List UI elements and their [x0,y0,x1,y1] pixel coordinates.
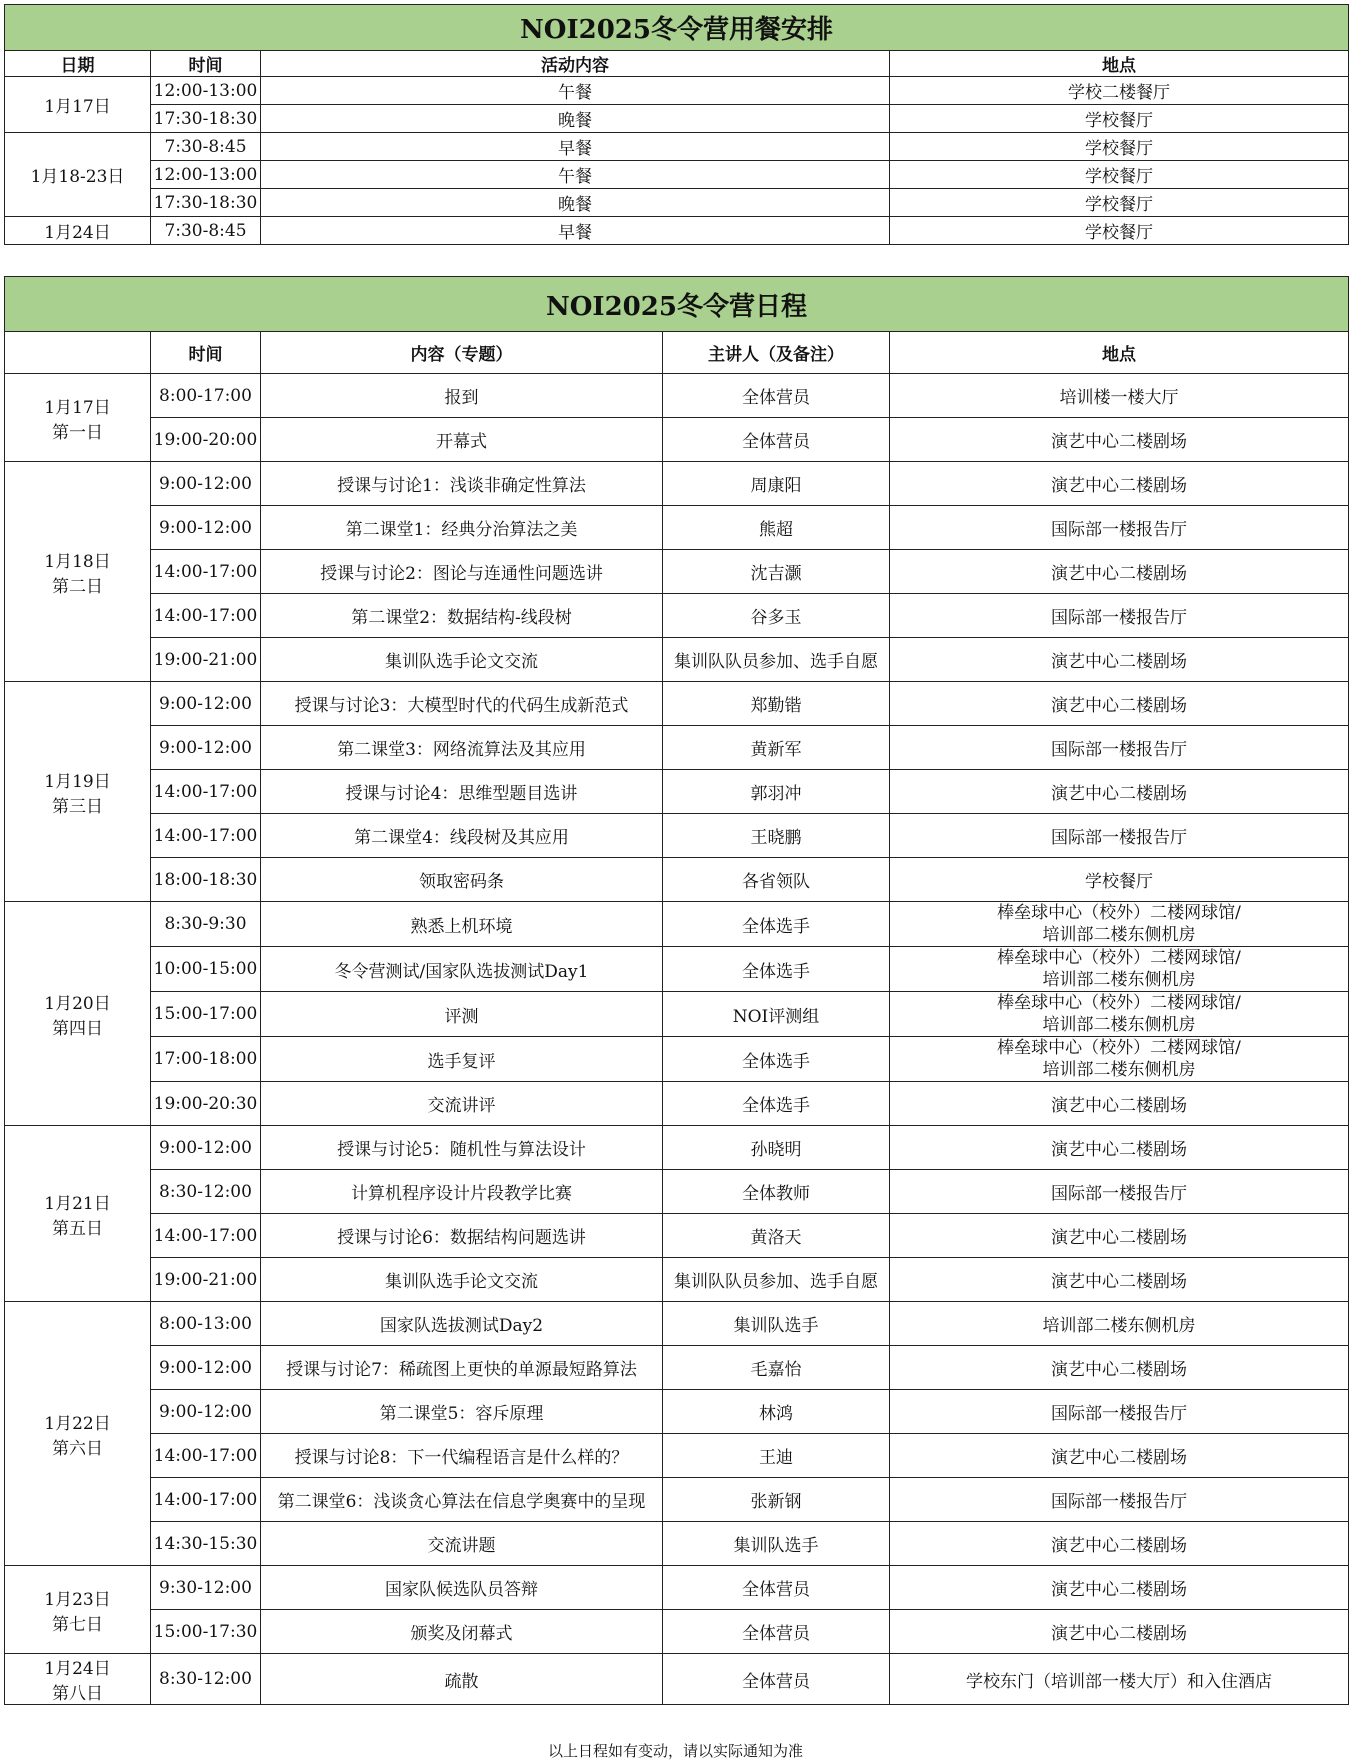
schedule-time: 9:00-12:00 [151,1390,261,1434]
schedule-header-date [5,332,151,374]
meal-content: 晚餐 [261,189,890,217]
schedule-day-label: 第三日 [52,796,103,817]
schedule-date-label: 1月17日 [44,397,111,418]
schedule-time: 17:00-18:00 [151,1037,261,1082]
schedule-speaker: 全体营员 [663,374,890,418]
meal-date: 1月24日 [5,217,151,245]
schedule-day-label: 第二日 [52,576,103,597]
schedule-header-speaker: 主讲人（及备注） [663,332,890,374]
table-row [5,594,1349,638]
schedule-speaker: 全体营员 [663,1610,890,1654]
meal-table [4,4,1349,245]
schedule-content: 集训队选手论文交流 [261,638,663,682]
schedule-place: 国际部一楼报告厅 [890,594,1349,638]
schedule-speaker: 全体营员 [663,418,890,462]
table-row [5,1126,1349,1170]
table-row [5,902,1349,947]
schedule-time: 9:00-12:00 [151,682,261,726]
schedule-place-line1: 棒垒球中心（校外）二楼网球馆/ [997,1038,1241,1058]
schedule-time: 8:30-12:00 [151,1170,261,1214]
schedule-header-content: 内容（专题） [261,332,663,374]
schedule-time: 14:00-17:00 [151,1478,261,1522]
schedule-speaker: 沈吉灏 [663,550,890,594]
meal-date: 1月18-23日 [5,133,151,217]
schedule-content: 颁奖及闭幕式 [261,1610,663,1654]
table-row [5,1346,1349,1390]
table-row [5,1478,1349,1522]
schedule-day-label: 第六日 [52,1438,103,1459]
schedule-speaker: 王迪 [663,1434,890,1478]
meal-time: 7:30-8:45 [151,133,261,161]
schedule-place: 演艺中心二楼剧场 [890,682,1349,726]
schedule-date [5,462,151,682]
schedule-time: 14:00-17:00 [151,770,261,814]
schedule-content: 国家队候选队员答辩 [261,1566,663,1610]
table-row [5,1434,1349,1478]
schedule-date-label: 1月20日 [44,993,111,1014]
schedule-time: 9:00-12:00 [151,1346,261,1390]
schedule-place: 演艺中心二楼剧场 [890,1434,1349,1478]
table-row [5,374,1349,418]
schedule-date [5,1126,151,1302]
schedule-time: 15:00-17:30 [151,1610,261,1654]
meal-time: 17:30-18:30 [151,189,261,217]
schedule-time: 14:00-17:00 [151,1434,261,1478]
table-row [5,161,1349,189]
schedule-time: 14:30-15:30 [151,1522,261,1566]
table-row [5,1390,1349,1434]
table-row [5,1654,1349,1705]
schedule-place: 培训楼一楼大厅 [890,374,1349,418]
schedule-place [890,902,1349,947]
schedule-time: 18:00-18:30 [151,858,261,902]
table-row [5,77,1349,105]
schedule-time: 10:00-15:00 [151,947,261,992]
schedule-place: 演艺中心二楼剧场 [890,1610,1349,1654]
schedule-place: 演艺中心二楼剧场 [890,550,1349,594]
schedule-speaker: 全体营员 [663,1566,890,1610]
schedule-time: 19:00-20:00 [151,418,261,462]
table-row [5,1302,1349,1346]
schedule-content: 开幕式 [261,418,663,462]
schedule-content: 第二课堂2：数据结构-线段树 [261,594,663,638]
table-row [5,105,1349,133]
schedule-place: 演艺中心二楼剧场 [890,1346,1349,1390]
schedule-time: 8:00-13:00 [151,1302,261,1346]
schedule-time: 9:00-12:00 [151,726,261,770]
schedule-place: 培训部二楼东侧机房 [890,1302,1349,1346]
schedule-content: 计算机程序设计片段教学比赛 [261,1170,663,1214]
schedule-place: 国际部一楼报告厅 [890,1170,1349,1214]
schedule-date [5,1302,151,1566]
schedule-place-line2: 培训部二楼东侧机房 [1042,1060,1196,1080]
schedule-speaker: 全体教师 [663,1170,890,1214]
schedule-place: 学校东门（培训部一楼大厅）和入住酒店 [890,1654,1349,1705]
schedule-place: 国际部一楼报告厅 [890,1478,1349,1522]
schedule-day-label: 第四日 [52,1018,103,1039]
schedule-content: 第二课堂1：经典分治算法之美 [261,506,663,550]
schedule-place-line2: 培训部二楼东侧机房 [1042,925,1196,945]
schedule-time: 8:30-12:00 [151,1654,261,1705]
meal-place: 学校餐厅 [890,217,1349,245]
schedule-place-line1: 棒垒球中心（校外）二楼网球馆/ [997,948,1241,968]
schedule-time: 19:00-20:30 [151,1082,261,1126]
table-row [5,1170,1349,1214]
schedule-place: 演艺中心二楼剧场 [890,1126,1349,1170]
table-row [5,1082,1349,1126]
schedule-date-label: 1月19日 [44,771,111,792]
meal-time: 7:30-8:45 [151,217,261,245]
table-row [5,858,1349,902]
schedule-speaker: 王晓鹏 [663,814,890,858]
schedule-content: 疏散 [261,1654,663,1705]
meal-place: 学校餐厅 [890,133,1349,161]
schedule-date-label: 1月23日 [44,1589,111,1610]
schedule-place: 国际部一楼报告厅 [890,1390,1349,1434]
meal-title: NOI2025冬令营用餐安排 [5,5,1349,51]
schedule-speaker: 熊超 [663,506,890,550]
schedule-speaker: 周康阳 [663,462,890,506]
schedule-content: 授课与讨论1：浅谈非确定性算法 [261,462,663,506]
schedule-date-label: 1月22日 [44,1413,111,1434]
schedule-place: 演艺中心二楼剧场 [890,638,1349,682]
schedule-content: 第二课堂5：容斥原理 [261,1390,663,1434]
meal-place: 学校餐厅 [890,105,1349,133]
meal-content: 早餐 [261,217,890,245]
schedule-content: 授课与讨论3：大模型时代的代码生成新范式 [261,682,663,726]
schedule-place: 演艺中心二楼剧场 [890,1214,1349,1258]
schedule-date [5,374,151,462]
schedule-speaker: 全体选手 [663,947,890,992]
schedule-content: 评测 [261,992,663,1037]
schedule-header-time: 时间 [151,332,261,374]
schedule-content: 第二课堂4：线段树及其应用 [261,814,663,858]
schedule-date-label: 1月24日 [44,1659,111,1679]
schedule-place: 国际部一楼报告厅 [890,726,1349,770]
schedule-place-line1: 棒垒球中心（校外）二楼网球馆/ [997,903,1241,923]
schedule-content: 授课与讨论6：数据结构问题选讲 [261,1214,663,1258]
table-row [5,992,1349,1037]
table-row [5,770,1349,814]
schedule-day-label: 第八日 [52,1684,103,1704]
meal-content: 午餐 [261,77,890,105]
schedule-date [5,902,151,1126]
table-row [5,682,1349,726]
schedule-place-line2: 培训部二楼东侧机房 [1042,1015,1196,1035]
meal-date: 1月17日 [5,77,151,133]
schedule-place: 学校餐厅 [890,858,1349,902]
footer-note: 以上日程如有变动，请以实际通知为准 [547,1742,803,1760]
table-row [5,1214,1349,1258]
meal-header-place: 地点 [890,51,1349,77]
schedule-place [890,992,1349,1037]
schedule-place: 演艺中心二楼剧场 [890,1258,1349,1302]
table-row [5,550,1349,594]
schedule-content: 授课与讨论2：图论与连通性问题选讲 [261,550,663,594]
schedule-content: 交流讲题 [261,1522,663,1566]
schedule-speaker: 黄新军 [663,726,890,770]
schedule-time: 15:00-17:00 [151,992,261,1037]
meal-header-content: 活动内容 [261,51,890,77]
table-row [5,418,1349,462]
schedule-content: 冬令营测试/国家队选拔测试Day1 [261,947,663,992]
schedule-speaker: 张新钢 [663,1478,890,1522]
schedule-speaker: 各省领队 [663,858,890,902]
schedule-place: 国际部一楼报告厅 [890,506,1349,550]
meal-time: 12:00-13:00 [151,77,261,105]
table-row [5,638,1349,682]
meal-header-time: 时间 [151,51,261,77]
schedule-speaker: 孙晓明 [663,1126,890,1170]
schedule-speaker: 集训队队员参加、选手自愿 [663,1258,890,1302]
schedule-table [4,276,1349,1705]
table-row [5,506,1349,550]
schedule-header-place: 地点 [890,332,1349,374]
meal-time: 12:00-13:00 [151,161,261,189]
meal-content: 早餐 [261,133,890,161]
schedule-place: 演艺中心二楼剧场 [890,1522,1349,1566]
table-row [5,462,1349,506]
schedule-place: 国际部一楼报告厅 [890,814,1349,858]
schedule-speaker: NOI评测组 [663,992,890,1037]
meal-header-date: 日期 [5,51,151,77]
schedule-place-line1: 棒垒球中心（校外）二楼网球馆/ [997,993,1241,1013]
schedule-date-label: 1月18日 [44,551,111,572]
schedule-speaker: 集训队选手 [663,1522,890,1566]
schedule-speaker: 全体营员 [663,1654,890,1705]
schedule-title: NOI2025冬令营日程 [5,277,1349,332]
table-row [5,947,1349,992]
schedule-time: 19:00-21:00 [151,638,261,682]
schedule-date [5,1654,151,1705]
schedule-time: 9:00-12:00 [151,506,261,550]
schedule-day-label: 第七日 [52,1614,103,1635]
meal-content: 晚餐 [261,105,890,133]
schedule-content: 授课与讨论8：下一代编程语言是什么样的？ [261,1434,663,1478]
schedule-content: 交流讲评 [261,1082,663,1126]
schedule-content: 授课与讨论4：思维型题目选讲 [261,770,663,814]
schedule-content: 报到 [261,374,663,418]
schedule-speaker: 黄洛天 [663,1214,890,1258]
schedule-date [5,682,151,902]
schedule-content: 熟悉上机环境 [261,902,663,947]
schedule-content: 国家队选拔测试Day2 [261,1302,663,1346]
schedule-time: 9:00-12:00 [151,462,261,506]
schedule-time: 9:00-12:00 [151,1126,261,1170]
schedule-content: 第二课堂3：网络流算法及其应用 [261,726,663,770]
schedule-content: 集训队选手论文交流 [261,1258,663,1302]
meal-place: 学校餐厅 [890,161,1349,189]
schedule-place [890,1037,1349,1082]
schedule-place-line2: 培训部二楼东侧机房 [1042,970,1196,990]
schedule-time: 8:00-17:00 [151,374,261,418]
schedule-speaker: 谷多玉 [663,594,890,638]
schedule-speaker: 集训队队员参加、选手自愿 [663,638,890,682]
table-row [5,1566,1349,1610]
table-row [5,1522,1349,1566]
schedule-time: 14:00-17:00 [151,550,261,594]
schedule-speaker: 郭羽冲 [663,770,890,814]
table-row [5,1258,1349,1302]
schedule-time: 14:00-17:00 [151,814,261,858]
schedule-time: 19:00-21:00 [151,1258,261,1302]
schedule-content: 选手复评 [261,1037,663,1082]
schedule-place: 演艺中心二楼剧场 [890,418,1349,462]
schedule-time: 9:30-12:00 [151,1566,261,1610]
meal-place: 学校二楼餐厅 [890,77,1349,105]
schedule-time: 8:30-9:30 [151,902,261,947]
schedule-content: 授课与讨论5：随机性与算法设计 [261,1126,663,1170]
schedule-speaker: 全体选手 [663,902,890,947]
schedule-time: 14:00-17:00 [151,594,261,638]
schedule-place: 演艺中心二楼剧场 [890,770,1349,814]
table-row [5,1610,1349,1654]
table-row [5,814,1349,858]
table-row [5,1037,1349,1082]
schedule-place: 演艺中心二楼剧场 [890,462,1349,506]
schedule-place: 演艺中心二楼剧场 [890,1566,1349,1610]
meal-content: 午餐 [261,161,890,189]
schedule-speaker: 郑勤锴 [663,682,890,726]
schedule-date [5,1566,151,1654]
schedule-speaker: 林鸿 [663,1390,890,1434]
schedule-place [890,947,1349,992]
schedule-speaker: 全体选手 [663,1037,890,1082]
schedule-content: 领取密码条 [261,858,663,902]
table-row [5,133,1349,161]
table-row [5,189,1349,217]
schedule-time: 14:00-17:00 [151,1214,261,1258]
schedule-date-label: 1月21日 [44,1193,111,1214]
table-row [5,217,1349,245]
table-row [5,726,1349,770]
schedule-content: 授课与讨论7：稀疏图上更快的单源最短路算法 [261,1346,663,1390]
schedule-content: 第二课堂6：浅谈贪心算法在信息学奥赛中的呈现 [261,1478,663,1522]
schedule-speaker: 毛嘉怡 [663,1346,890,1390]
schedule-day-label: 第一日 [52,422,103,443]
schedule-speaker: 全体选手 [663,1082,890,1126]
meal-place: 学校餐厅 [890,189,1349,217]
schedule-day-label: 第五日 [52,1218,103,1239]
meal-time: 17:30-18:30 [151,105,261,133]
schedule-speaker: 集训队选手 [663,1302,890,1346]
schedule-place: 演艺中心二楼剧场 [890,1082,1349,1126]
